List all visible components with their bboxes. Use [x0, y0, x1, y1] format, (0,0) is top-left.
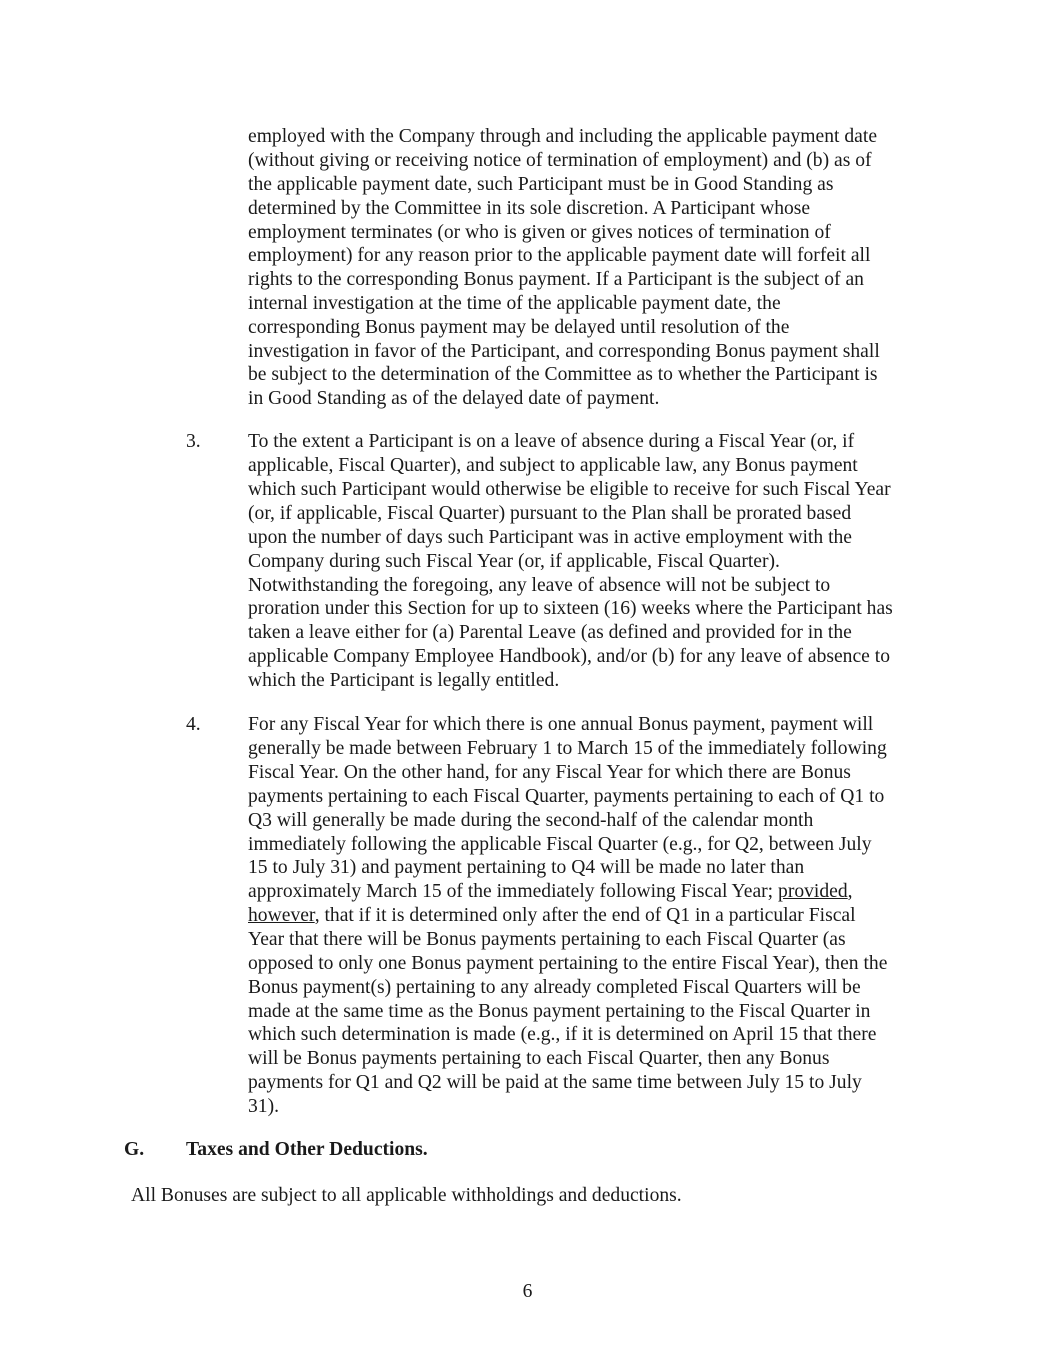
text-line: determined by the Committee in its sole discretion. A Participant whose — [248, 198, 811, 219]
underlined-term-provided: provided — [778, 881, 848, 902]
text-line: Company during such Fiscal Year (or, if applicable, Fiscal Quarter). — [248, 551, 780, 572]
text-line: Notwithstanding the foregoing, any leave of absence will not be subject to — [248, 575, 831, 596]
text-line: payments pertaining to each Fiscal Quarter, payments pertaining to each of Q1 to — [248, 786, 885, 807]
text-line: Year that there will be Bonus payments pertaining to each Fiscal Quarter (as — [248, 929, 846, 950]
text-line: rights to the corresponding Bonus payment. If a Participant is the subject of an — [248, 269, 864, 290]
text-line: employment) for any reason prior to the applicable payment date will forfeit all — [248, 245, 871, 266]
text-line: payments for Q1 and Q2 will be paid at the same time between July 15 to July — [248, 1072, 862, 1093]
text-line: which such Participant would otherwise be eligible to receive for such Fiscal Year — [248, 479, 891, 500]
text-line: (without giving or receiving notice of termination of employment) and (b) as of — [248, 150, 872, 171]
text-line: 15 to July 31) and payment pertaining to Q4 will be made no later than — [248, 857, 805, 878]
text-line: applicable Company Employee Handbook), and/or (b) for any leave of absence to — [248, 646, 891, 667]
text-line: immediately following the applicable Fiscal Quarter (e.g., for Q2, between July — [248, 834, 872, 855]
text-line: employed with the Company through and including the applicable payment date — [248, 126, 878, 147]
text-line: opposed to only one Bonus payment pertaining to the entire Fiscal Year), then the — [248, 953, 888, 974]
text-line: taken a leave either for (a) Parental Leave (as defined and provided for in the — [248, 622, 852, 643]
text-line: investigation in favor of the Participant, and corresponding Bonus payment shall — [248, 341, 880, 362]
text-line: applicable, Fiscal Quarter), and subject to applicable law, any Bonus payment — [248, 455, 858, 476]
text-run: , — [847, 881, 853, 902]
list-number-3: 3. — [186, 431, 201, 452]
text-line: To the extent a Participant is on a leave of absence during a Fiscal Year (or, if — [248, 431, 855, 452]
text-line: upon the number of days such Participant was in active employment with the — [248, 527, 853, 548]
text-line: will be Bonus payments pertaining to each Fiscal Quarter, then any Bonus — [248, 1048, 830, 1069]
text-line: in Good Standing as of the delayed date of payment. — [248, 388, 660, 409]
text-line: (or, if applicable, Fiscal Quarter) pursuant to the Plan shall be prorated based — [248, 503, 852, 524]
page-number: 6 — [522, 1281, 533, 1302]
text-line: generally be made between February 1 to March 15 of the immediately following — [248, 738, 887, 759]
text-line: corresponding Bonus payment may be delayed until resolution of the — [248, 317, 790, 338]
section-body: All Bonuses are subject to all applicable withholdings and deductions. — [131, 1185, 682, 1206]
text-line: Fiscal Year. On the other hand, for any Fiscal Year for which there are Bonus — [248, 762, 851, 783]
text-line: made at the same time as the Bonus payment pertaining to the Fiscal Quarter in — [248, 1001, 871, 1022]
text-run: approximately March 15 of the immediately following Fiscal Year; — [248, 881, 779, 902]
text-line: employment terminates (or who is given or gives notices of termination of — [248, 222, 831, 243]
text-line: which the Participant is legally entitled. — [248, 670, 560, 691]
text-run: , that if it is determined only after the end of Q1 in a particular Fiscal — [314, 905, 856, 926]
underlined-term-however: however — [248, 905, 315, 926]
section-letter: G. — [124, 1139, 145, 1160]
text-line: be subject to the determination of the Committee as to whether the Participant is — [248, 364, 878, 385]
text-line — [248, 904, 856, 928]
list-number-4: 4. — [186, 714, 201, 735]
text-line — [248, 880, 853, 904]
text-line: internal investigation at the time of the applicable payment date, the — [248, 293, 781, 314]
text-line: For any Fiscal Year for which there is one annual Bonus payment, payment will — [248, 714, 874, 735]
text-line: Q3 will generally be made during the second-half of the calendar month — [248, 810, 814, 831]
section-title: Taxes and Other Deductions. — [186, 1139, 428, 1160]
text-line: proration under this Section for up to sixteen (16) weeks where the Participant has — [248, 598, 893, 619]
text-line: Bonus payment(s) pertaining to any already completed Fiscal Quarters will be — [248, 977, 861, 998]
text-line: 31). — [248, 1096, 280, 1117]
text-line: the applicable payment date, such Participant must be in Good Standing as — [248, 174, 834, 195]
text-line: which such determination is made (e.g., if it is determined on April 15 that there — [248, 1024, 877, 1045]
